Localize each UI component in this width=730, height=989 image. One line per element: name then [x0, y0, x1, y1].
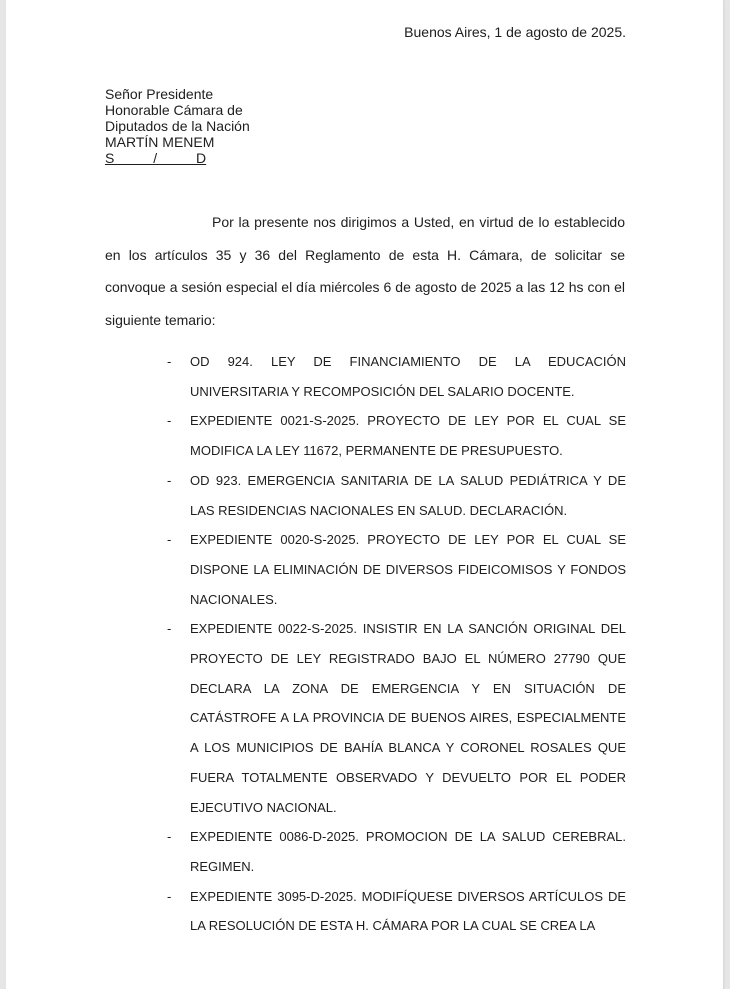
- bullet-dash: -: [167, 354, 172, 369]
- list-item: [166, 406, 626, 465]
- agenda-item-text: OD 924. LEY DE FINANCIAMIENTO DE LA EDUCACIÓN UNIVERSITARIA Y RECOMPOSICIÓN DEL SALARIO DOCENTE.: [190, 354, 626, 399]
- addressee-line-1: Señor Presidente: [105, 86, 214, 102]
- bullet-dash: -: [167, 888, 172, 904]
- bullet-dash: -: [167, 621, 172, 637]
- bullet-dash: -: [167, 413, 172, 429]
- agenda-item-text: EXPEDIENTE 0086-D-2025. PROMOCION DE LA SALUD CEREBRAL. REGIMEN.: [190, 829, 626, 874]
- addressee-line-2: Honorable Cámara de: [105, 102, 243, 118]
- addressee-line-3: Diputados de la Nación: [105, 118, 250, 134]
- bullet-dash: -: [167, 472, 172, 488]
- list-item: [166, 525, 626, 614]
- bullet-dash: -: [167, 829, 172, 845]
- list-item: [166, 882, 626, 941]
- list-item: [166, 822, 626, 881]
- addressee-line-5: [105, 150, 250, 166]
- agenda-item-text: EXPEDIENTE 3095-D-2025. MODIFÍQUESE DIVERSOS ARTÍCULOS DE LA RESOLUCIÓN DE ESTA H. CÁMARA POR LA CUAL SE CREA LA: [190, 888, 626, 934]
- agenda-item-text: EXPEDIENTE 0020-S-2025. PROYECTO DE LEY POR EL CUAL SE DISPONE LA ELIMINACIÓN DE DIVERSOS FIDEICOMISOS Y FONDOS NACIONALES.: [190, 532, 626, 607]
- agenda-item-text: EXPEDIENTE 0021-S-2025. PROYECTO DE LEY POR EL CUAL SE MODIFICA LA LEY 11672, PERMANENTE DE PRESUPUESTO.: [190, 413, 626, 459]
- sd-abbreviation: S / D: [105, 150, 207, 166]
- list-item: [166, 614, 626, 822]
- addressee-block: [105, 86, 250, 166]
- addressee-line-4: MARTÍN MENEM: [105, 134, 215, 150]
- date-line: Buenos Aires, 1 de agosto de 2025.: [404, 24, 626, 40]
- list-item: [166, 347, 626, 406]
- bullet-dash: -: [167, 532, 172, 548]
- document-page: [6, 0, 723, 989]
- agenda-item-text: EXPEDIENTE 0022-S-2025. INSISTIR EN LA SANCIÓN ORIGINAL DEL PROYECTO DE LEY REGISTRADO BAJO EL NÚMERO 27790 QUE DECLARA LA ZONA DE EMERGENCIA Y EN SITUACIÓN DE CATÁSTROFE A LA PROVINCIA DE BUENOS AIRES, ESPECIALMENTE A LOS MUNICIPIOS DE BAHÍA BLANCA Y CORONEL ROSALES QUE FUERA TOTALMENTE OBSERVADO Y DEVUELTO POR EL PODER EJECUTIVO NACIONAL.: [190, 621, 626, 815]
- agenda-item-text: OD 923. EMERGENCIA SANITARIA DE LA SALUD PEDIÁTRICA Y DE LAS RESIDENCIAS NACIONALES EN SALUD. DECLARACIÓN.: [190, 472, 626, 518]
- agenda-list: [166, 347, 626, 941]
- body-paragraph: Por la presente nos dirigimos a Usted, en virtud de lo establecido en los artículos 35 y 36 del Reglamento de esta H. Cámara, de solicitar se convoque a sesión especial el día miércoles 6 de agosto de 2025 a las 12 hs con el siguiente temario:: [105, 214, 625, 328]
- list-item: [166, 466, 626, 525]
